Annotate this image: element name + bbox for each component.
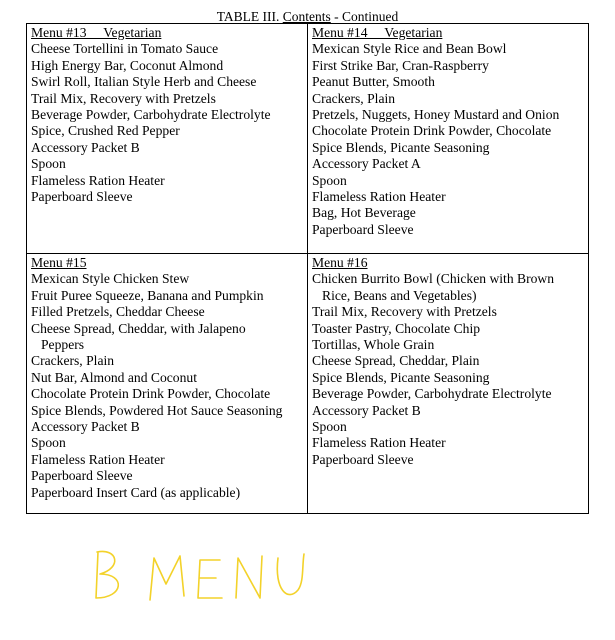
menu-item	[31, 321, 304, 354]
handwritten-letter-b	[96, 551, 118, 598]
menu-item: Accessory Packet A	[312, 156, 421, 172]
menu-item: Flameless Ration Heater	[31, 451, 165, 467]
menu-item: First Strike Bar, Cran-Raspberry	[312, 57, 489, 73]
menu-item: Cheese Tortellini in Tomato Sauce	[31, 41, 219, 57]
menu-item: Accessory Packet B	[31, 139, 140, 155]
handwritten-b-menu-drawing	[88, 540, 318, 610]
menu-item: Tortillas, Whole Grain	[312, 337, 435, 353]
menu-item: Spoon	[31, 156, 66, 172]
table-row	[27, 24, 589, 254]
menu-item: Toaster Pastry, Chocolate Chip	[312, 320, 481, 336]
menu-item: Filled Pretzels, Cheddar Cheese	[31, 304, 205, 320]
menu-item: Spoon	[312, 419, 347, 435]
menu-item: Beverage Powder, Carbohydrate Electrolyte	[31, 107, 271, 123]
menu-item: Spoon	[31, 435, 66, 451]
caption-prefix: TABLE III.	[216, 9, 283, 24]
menu-item: Trail Mix, Recovery with Pretzels	[312, 304, 497, 320]
menu-item: Spice Blends, Picante Seasoning	[312, 369, 490, 385]
menu-item: Flameless Ration Heater	[31, 172, 165, 188]
menu-item: Spice, Crushed Red Pepper	[31, 123, 180, 139]
menu-item: Mexican Style Chicken Stew	[31, 271, 190, 287]
menu-item: Trail Mix, Recovery with Pretzels	[31, 90, 216, 106]
menu-15-cell	[27, 254, 308, 514]
menu-item: Crackers, Plain	[31, 353, 115, 369]
handwritten-annotation	[88, 540, 318, 615]
menu-item: Beverage Powder, Carbohydrate Electrolyte	[312, 386, 552, 402]
menu-14-cell	[308, 24, 589, 254]
caption-contents: Contents	[282, 9, 331, 24]
menu-item: Fruit Puree Squeeze, Banana and Pumpkin	[31, 287, 264, 303]
handwritten-letter-n	[236, 556, 262, 598]
menu-item-continuation: Peppers	[41, 337, 85, 353]
menu-title: Menu #13 Vegetarian	[31, 25, 162, 40]
menu-item: Peanut Butter, Smooth	[312, 74, 435, 90]
menu-title: Menu #16	[312, 255, 368, 270]
menu-item	[312, 271, 585, 304]
menu-item: Chocolate Protein Drink Powder, Chocolate	[31, 386, 271, 402]
menu-item: Paperboard Sleeve	[312, 221, 414, 237]
menu-item: Spice Blends, Picante Seasoning	[312, 139, 490, 155]
menu-item: Accessory Packet B	[312, 402, 421, 418]
menu-item: Chocolate Protein Drink Powder, Chocolate	[312, 123, 552, 139]
menu-item: Paperboard Sleeve	[31, 468, 133, 484]
table-row	[27, 254, 589, 514]
menu-item: Paperboard Sleeve	[31, 189, 133, 205]
menu-item: High Energy Bar, Coconut Almond	[31, 57, 224, 73]
menu-contents-table	[26, 23, 589, 514]
menu-13-cell	[27, 24, 308, 254]
menu-item-text: Chicken Burrito Bowl (Chicken with Brown	[312, 271, 555, 287]
handwritten-letter-e	[198, 560, 222, 598]
handwritten-strokes	[96, 551, 304, 600]
menu-item: Swirl Roll, Italian Style Herb and Cheese	[31, 74, 257, 90]
menu-item: Paperboard Sleeve	[312, 451, 414, 467]
menu-item: Crackers, Plain	[312, 90, 396, 106]
menu-title: Menu #14 Vegetarian	[312, 25, 443, 40]
menu-16-cell	[308, 254, 589, 514]
menu-item: Pretzels, Nuggets, Honey Mustard and Onion	[312, 107, 560, 123]
handwritten-letter-u	[277, 554, 304, 595]
menu-title: Menu #15	[31, 255, 87, 270]
menu-item: Bag, Hot Beverage	[312, 205, 416, 221]
menu-item-continuation: Rice, Beans and Vegetables)	[322, 287, 477, 303]
menu-item: Cheese Spread, Cheddar, Plain	[312, 353, 480, 369]
menu-item: Spoon	[312, 172, 347, 188]
menu-item: Spice Blends, Powdered Hot Sauce Seasoning	[31, 402, 283, 418]
menu-item-text: Cheese Spread, Cheddar, with Jalapeno	[31, 320, 246, 336]
menu-item: Paperboard Insert Card (as applicable)	[31, 484, 241, 500]
menu-item: Nut Bar, Almond and Coconut	[31, 369, 197, 385]
menu-item: Flameless Ration Heater	[312, 435, 446, 451]
menu-item: Accessory Packet B	[31, 419, 140, 435]
menu-item: Flameless Ration Heater	[312, 189, 446, 205]
caption-suffix: - Continued	[330, 9, 399, 24]
menu-item: Mexican Style Rice and Bean Bowl	[312, 41, 507, 57]
handwritten-letter-m	[150, 556, 184, 600]
